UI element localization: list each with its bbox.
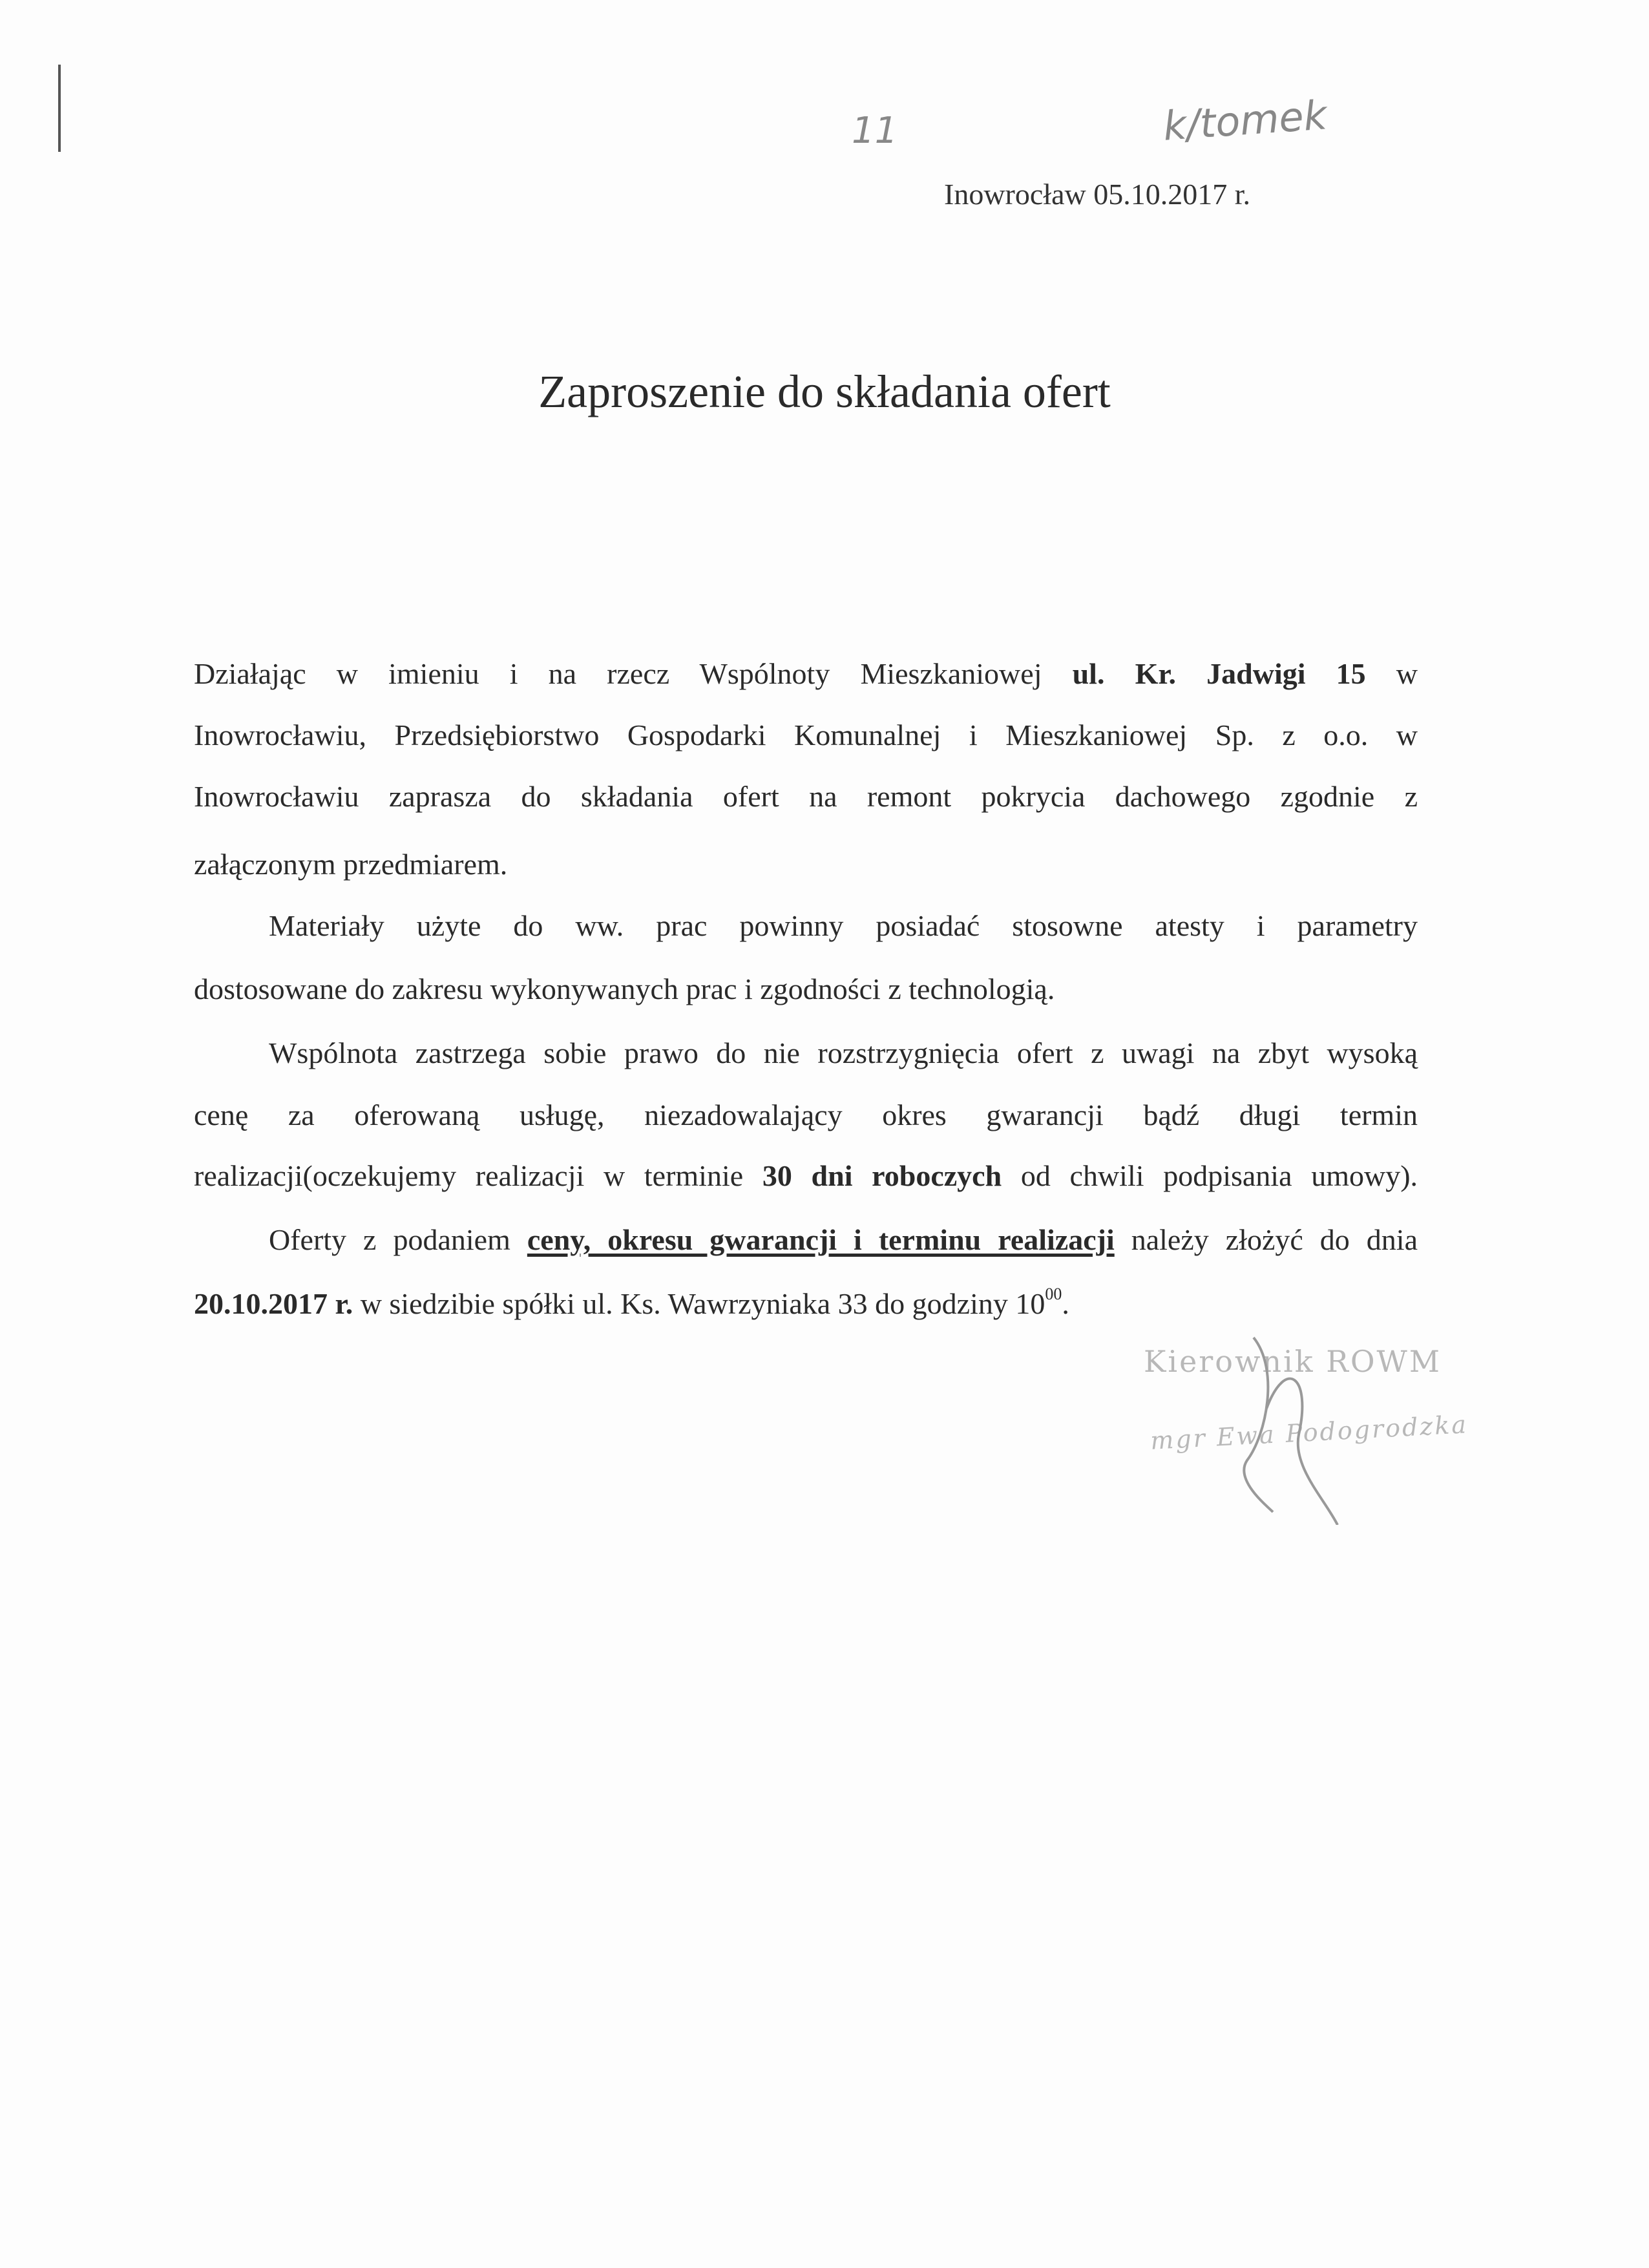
text-segment: cenę za oferowaną usługę, niezadowalający okres gwarancji bądź długi termin	[194, 1098, 1418, 1131]
body-line	[194, 1161, 1418, 1191]
text-segment: 30 dni roboczych	[762, 1159, 1002, 1192]
text-segment: załączonym przedmiarem.	[194, 848, 508, 881]
body-line	[194, 782, 1418, 812]
body-line	[194, 659, 1418, 689]
body-line	[269, 1225, 1418, 1255]
body-line	[194, 1100, 1418, 1130]
text-segment: Materiały użyte do ww. prac powinny posiadać stosowne atesty i parametry	[269, 909, 1418, 942]
text-segment: od chwili podpisania umowy).	[1002, 1159, 1418, 1192]
scan-margin-line	[58, 65, 61, 152]
text-segment: 20.10.2017 r.	[194, 1287, 353, 1320]
body-line	[269, 911, 1418, 941]
text-segment: w	[1365, 657, 1418, 690]
body-line	[194, 720, 1418, 750]
text-segment: Inowrocławiu zaprasza do składania ofert na remont pokrycia dachowego zgodnie z	[194, 780, 1418, 813]
text-segment: ul. Kr. Jadwigi 15	[1072, 657, 1366, 690]
handwritten-note: k/tomek	[1161, 91, 1329, 150]
stamp-name: mgr Ewa Podogrodzka	[1150, 1410, 1469, 1455]
text-segment: Wspólnota zastrzega sobie prawo do nie rozstrzygnięcia ofert z uwagi na zbyt wysoką	[269, 1036, 1418, 1069]
body-line	[269, 1038, 1418, 1068]
body-line	[194, 850, 1418, 879]
place-date: Inowrocław 05.10.2017 r.	[944, 178, 1250, 211]
text-segment: 00	[1045, 1285, 1062, 1303]
body-line	[194, 974, 1418, 1004]
text-segment: należy złożyć do dnia	[1114, 1223, 1418, 1256]
text-segment: Inowrocławiu, Przedsiębiorstwo Gospodarki Komunalnej i Mieszkaniowej Sp. z o.o. w	[194, 719, 1418, 751]
handwritten-number: 11	[852, 110, 898, 152]
body-line	[194, 1286, 1418, 1319]
document-title: Zaproszenie do składania ofert	[538, 366, 1111, 417]
text-segment: .	[1062, 1287, 1069, 1320]
text-segment: Oferty z podaniem	[269, 1223, 527, 1256]
text-segment: dostosowane do zakresu wykonywanych prac i zgodności z technologią.	[194, 972, 1055, 1005]
text-segment: Działając w imieniu i na rzecz Wspólnoty Mieszkaniowej	[194, 657, 1073, 690]
stamp-title: Kierownik ROWM	[1144, 1344, 1442, 1379]
text-segment: ceny, okresu gwarancji i terminu realizacji	[527, 1223, 1115, 1256]
signature	[1228, 1331, 1370, 1525]
text-segment: realizacji(oczekujemy realizacji w terminie	[194, 1159, 762, 1192]
text-segment: w siedzibie spółki ul. Ks. Wawrzyniaka 33 do godziny 10	[353, 1287, 1045, 1320]
